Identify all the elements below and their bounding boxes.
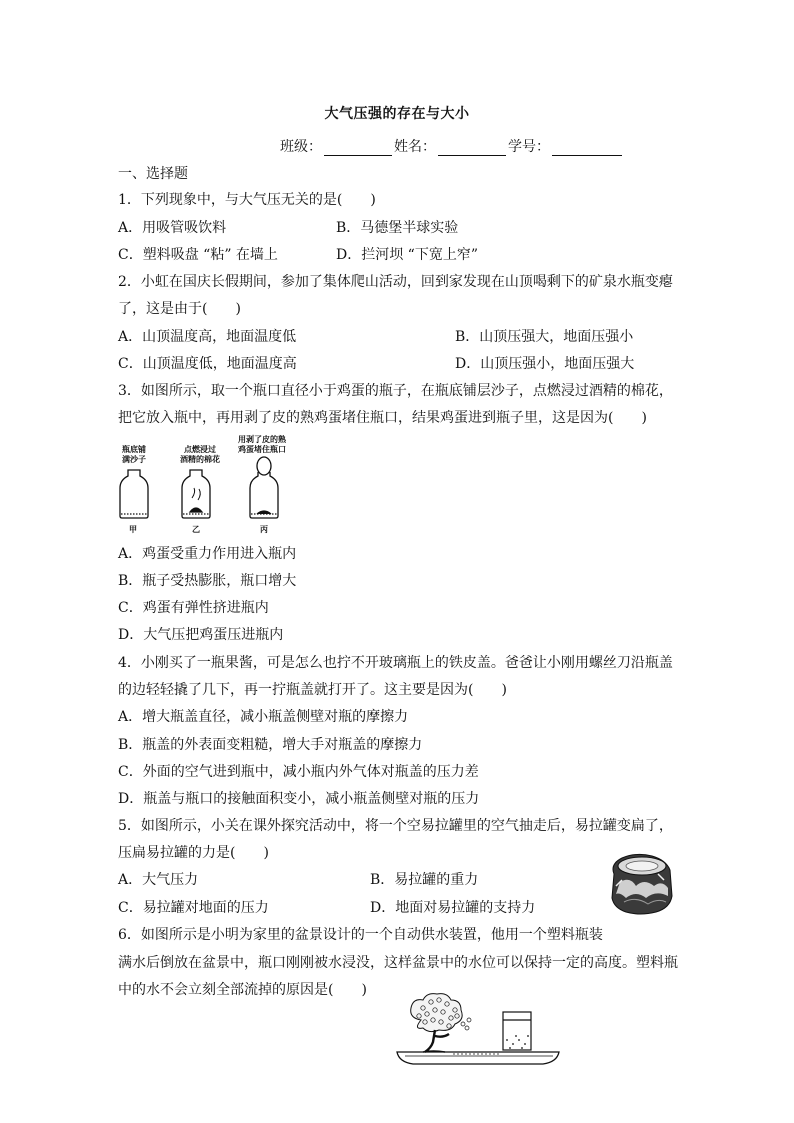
id-blank[interactable] (552, 141, 622, 156)
q2-stem-line1: 2．小虹在国庆长假期间，参加了集体爬山活动，回到家发现在山顶喝剩下的矿泉水瓶变瘪 (118, 274, 673, 290)
name-blank[interactable] (438, 141, 506, 156)
q3-stem-line2: 把它放入瓶中，再用剥了皮的熟鸡蛋堵住瓶口，结果鸡蛋进到瓶子里，这是因为( ) (118, 410, 647, 426)
q2-option-d: D．山顶压强小，地面压强大 (455, 356, 635, 372)
q5-option-c: C．易拉罐对地面的压力 (118, 900, 269, 916)
bottle-bing-icon (250, 457, 278, 518)
q5-option-a: A．大气压力 (118, 872, 199, 888)
q4-stem-line1: 4．小刚买了一瓶果酱，可是怎么也拧不开玻璃瓶上的铁皮盖。爸爸让小刚用螺丝刀沿瓶盖 (118, 655, 673, 671)
figure-caption-bing-line2: 鸡蛋堵住瓶口 (238, 445, 286, 454)
q3-option-b: B．瓶子受热膨胀，瓶口增大 (118, 573, 297, 589)
figure-caption-bing-line1: 用剥了皮的熟 (238, 435, 286, 444)
figure-label-bing: 丙 (260, 525, 268, 534)
inverted-bottle-icon (503, 1012, 531, 1050)
q4-option-b: B．瓶盖的外表面变粗糙，增大手对瓶盖的摩擦力 (118, 737, 423, 753)
bottle-yi-icon (182, 470, 210, 518)
q6-stem-line1: 6．如图所示是小明为家里的盆景设计的一个自动供水装置，他用一个塑料瓶装 (118, 927, 603, 943)
crushed-can-icon (606, 852, 676, 918)
id-label: 学号： (508, 139, 550, 155)
figure-caption-yi-line1: 点燃浸过 (184, 445, 216, 454)
q5-stem-line2: 压扁易拉罐的力是( ) (118, 845, 269, 861)
q6-stem-line2: 满水后倒放在盆景中，瓶口刚刚被水浸没，这样盆景中的水位可以保持一定的高度。塑料瓶 (118, 955, 678, 971)
q2-option-a: A．山顶温度高，地面温度低 (118, 329, 297, 345)
q1-option-c: C．塑料吸盘 “粘” 在墙上 (118, 247, 278, 263)
q1-option-b: B．马德堡半球实验 (336, 220, 459, 236)
figure-caption-yi-line2: 酒精的棉花 (180, 455, 220, 464)
class-label: 班级： (280, 139, 322, 155)
q5-option-d: D．地面对易拉罐的支持力 (370, 900, 536, 916)
q1-option-a: A．用吸管吸饮料 (118, 220, 227, 236)
q2-stem-line2: 了，这是由于( ) (118, 301, 241, 317)
q5-option-b: B．易拉罐的重力 (370, 872, 479, 888)
bonsai-tree-icon (411, 994, 471, 1052)
bonsai-tray-icon (397, 1052, 559, 1064)
q3-option-c: C．鸡蛋有弹性挤进瓶内 (118, 600, 269, 616)
bottle-jia-icon (120, 470, 148, 518)
q3-option-d: D．大气压把鸡蛋压进瓶内 (118, 627, 284, 643)
figure-label-jia: 甲 (129, 525, 137, 534)
q1-option-d: D．拦河坝 “下宽上窄” (336, 247, 478, 263)
figure-caption-jia-line2: 满沙子 (122, 455, 146, 464)
egg-bottle-figure (112, 436, 312, 536)
q2-option-c: C．山顶温度低，地面温度高 (118, 356, 297, 372)
q4-option-d: D．瓶盖与瓶口的接触面积变小，减小瓶盖侧壁对瓶的压力 (118, 791, 480, 807)
q1-stem: 1．下列现象中，与大气压无关的是( ) (118, 192, 376, 208)
page-title: 大气压强的存在与大小 (324, 106, 470, 122)
q3-stem-line1: 3．如图所示，取一个瓶口直径小于鸡蛋的瓶子，在瓶底铺层沙子，点燃浸过酒精的棉花， (118, 383, 673, 399)
figure-label-yi: 乙 (192, 525, 200, 534)
figure-caption-jia-line1: 瓶底铺 (122, 445, 146, 454)
section-heading: 一、选择题 (118, 166, 188, 182)
class-blank[interactable] (324, 141, 392, 156)
q2-option-b: B．山顶压强大，地面压强小 (455, 329, 634, 345)
name-label: 姓名： (394, 139, 436, 155)
q5-stem-line1: 5．如图所示，小关在课外探究活动中，将一个空易拉罐里的空气抽走后，易拉罐变扁了， (118, 818, 673, 834)
q3-option-a: A．鸡蛋受重力作用进入瓶内 (118, 546, 297, 562)
q4-option-a: A．增大瓶盖直径，减小瓶盖侧壁对瓶的摩擦力 (118, 709, 409, 725)
q4-option-c: C．外面的空气进到瓶中，减小瓶内外气体对瓶盖的压力差 (118, 764, 479, 780)
q4-stem-line2: 的边轻轻撬了几下，再一拧瓶盖就打开了。这主要是因为( ) (118, 682, 507, 698)
bonsai-water-supply-figure (393, 990, 563, 1072)
q6-stem-line3: 中的水不会立刻全部流掉的原因是( ) (118, 982, 367, 998)
student-info-line (280, 136, 624, 156)
